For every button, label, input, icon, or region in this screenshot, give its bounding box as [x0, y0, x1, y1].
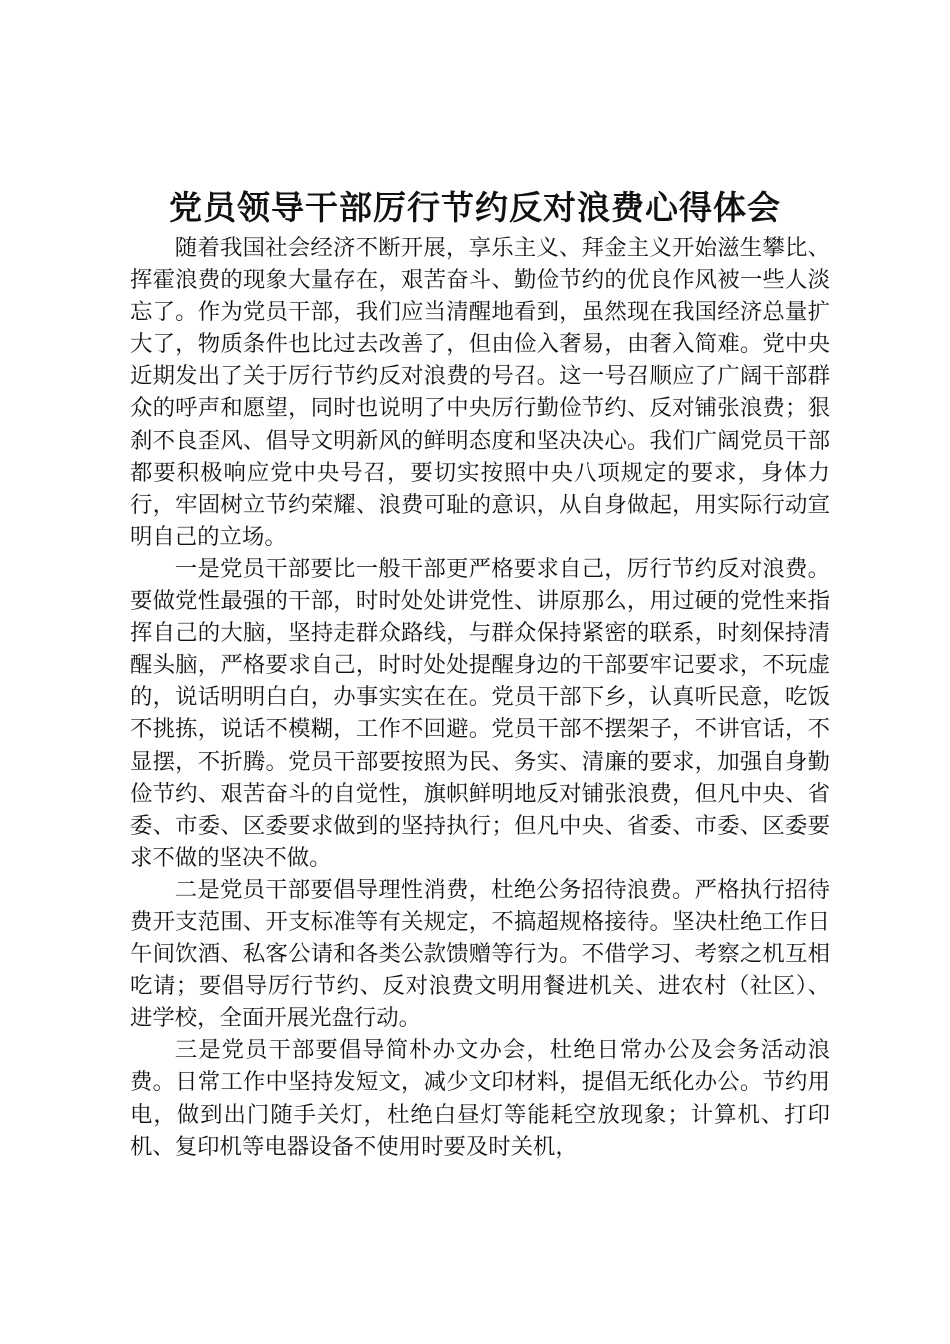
paragraph-intro: 随着我国社会经济不断开展，享乐主义、拜金主义开始滋生攀比、挥霍浪费的现象大量存在，艰苦奋斗、勤俭节约的优良作风被一些人淡忘了。作为党员干部，我们应当清醒地看到，虽然现在我国经济总量扩大了，物质条件也比过去改善了，但由俭入奢易，由奢入简难。党中央近期发出了关于厉行节约反对浪费的号召。这一号召顺应了广阔干部群众的呼声和愿望，同时也说明了中央厉行勤俭节约、反对铺张浪费；狠刹不良歪风、倡导文明新风的鲜明态度和坚决决心。我们广阔党员干部都要积极响应党中央号召，要切实按照中央八项规定的要求，身体力行，牢固树立节约荣耀、浪费可耻的意识，从自身做起，用实际行动宣明自己的立场。 — [130, 235, 830, 550]
paragraph-point-3: 三是党员干部要倡导简朴办文办会，杜绝日常办公及会务活动浪费。日常工作中坚持发短文，减少文印材料，提倡无纸化办公。节约用电，做到出门随手关灯，杜绝白昼灯等能耗空放现象；计算机、打印机、复印机等电器设备不使用时要及时关机， — [130, 1037, 830, 1160]
document-body — [130, 232, 830, 1163]
paragraph-point-1: 一是党员干部要比一般干部更严格要求自己，厉行节约反对浪费。要做党性最强的干部，时时处处讲党性、讲原那么，用过硬的党性来指挥自己的大脑，坚持走群众路线，与群众保持紧密的联系，时刻保持清醒头脑，严格要求自己，时时处处提醒身边的干部要牢记要求，不玩虚的，说话明明白白，办事实实在在。党员干部下乡，认真听民意，吃饭不挑拣，说话不模糊，工作不回避。党员干部不摆架子，不讲官话，不显摆，不折腾。党员干部要按照为民、务实、清廉的要求，加强自身勤俭节约、艰苦奋斗的自觉性，旗帜鲜明地反对铺张浪费，但凡中央、省委、市委、区委要求做到的坚持执行；但凡中央、省委、市委、区委要求不做的坚决不做。 — [130, 555, 830, 871]
paragraph-point-2: 二是党员干部要倡导理性消费，杜绝公务招待浪费。严格执行招待费开支范围、开支标准等有关规定，不搞超规格接待。坚决杜绝工作日午间饮酒、私客公请和各类公款馈赠等行为。不借学习、考察之机互相吃请；要倡导厉行节约、反对浪费文明用餐进机关、进农村（社区）、进学校，全面开展光盘行动。 — [130, 876, 830, 1032]
document-title: 党员领导干部厉行节约反对浪费心得体会 — [169, 188, 781, 227]
